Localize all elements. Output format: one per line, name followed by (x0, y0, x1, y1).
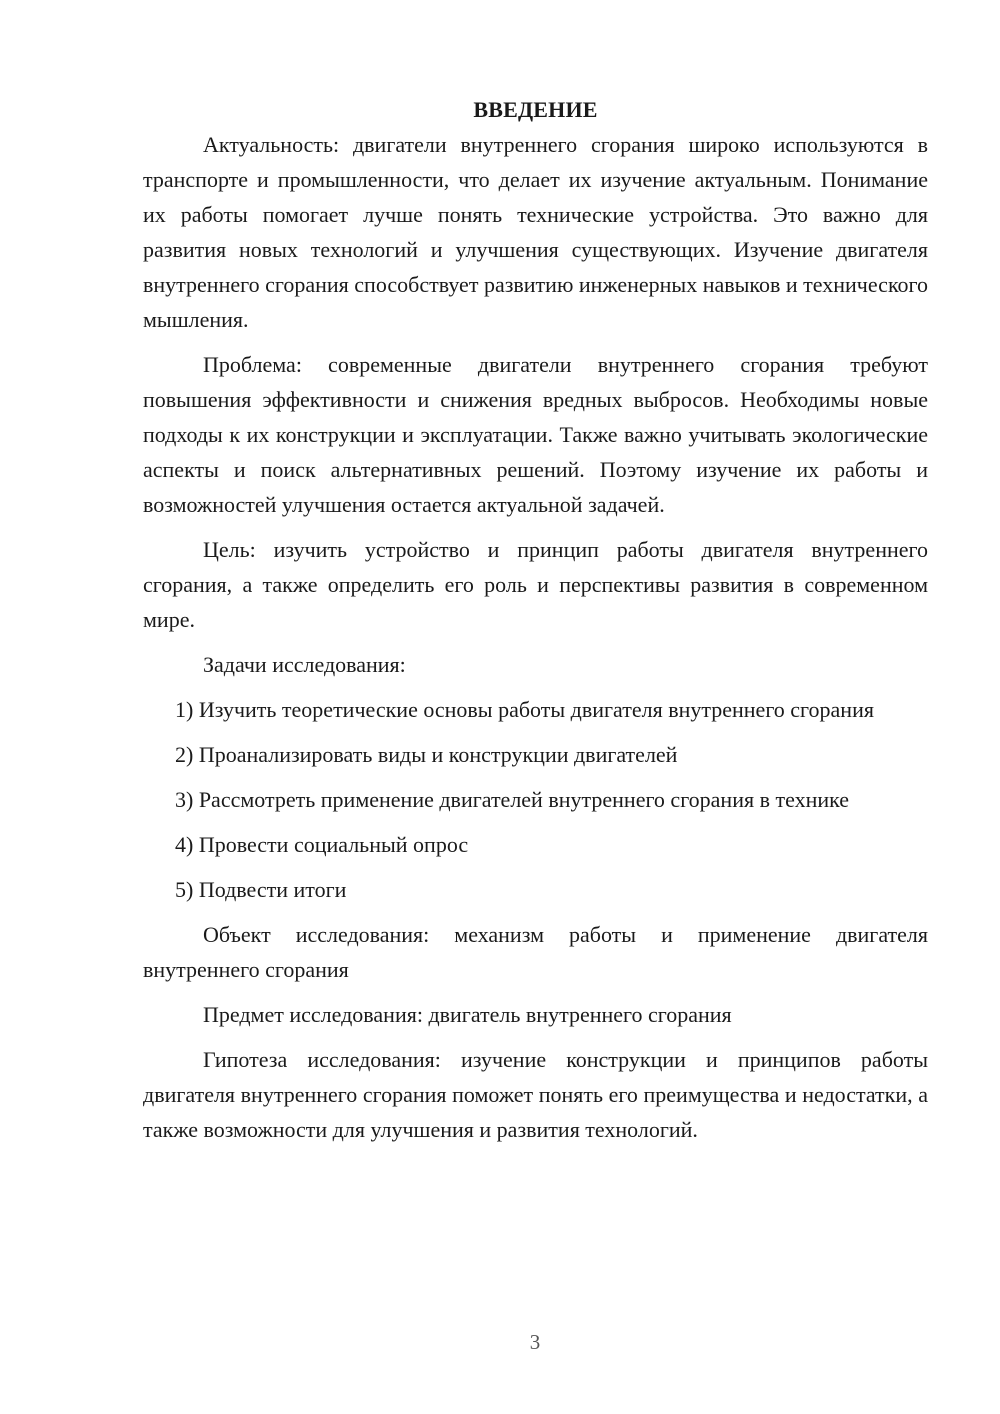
paragraph-relevance: Актуальность: двигатели внутреннего сгорания широко используются в транспорте и промышленности, что делает их изучение актуальным. Понимание их работы помогает лучше понять технические устройства. Это важно для развития новых технологий и улучшения существующих. Изучение двигателя внутреннего сгорания способствует развитию инженерных навыков и технического мышления. (143, 132, 928, 332)
paragraph-problem: Проблема: современные двигатели внутреннего сгорания требуют повышения эффективности и снижения вредных выбросов. Необходимы новые подходы к их конструкции и эксплуатации. Также важно учитывать экологические аспекты и поиск альтернативных решений. Поэтому изучение их работы и возможностей улучшения остается актуальной задачей. (143, 352, 928, 517)
paragraph-subject: Предмет исследования: двигатель внутреннего сгорания (203, 1002, 732, 1027)
page-content (143, 92, 928, 1157)
page-number: 3 (529, 1330, 541, 1354)
task-item: 3) Рассмотреть применение двигателей внутреннего сгорания в технике (175, 787, 850, 812)
paragraph-goal: Цель: изучить устройство и принцип работы двигателя внутреннего сгорания, а также определить его роль и перспективы развития в современном мире. (143, 537, 928, 632)
task-item: 1) Изучить теоретические основы работы двигателя внутреннего сгорания (175, 697, 874, 722)
paragraph-hypothesis: Гипотеза исследования: изучение конструкции и принципов работы двигателя внутреннего сгорания поможет понять его преимущества и недостатки, а также возможности для улучшения и развития технологий. (143, 1047, 928, 1142)
task-item: 2) Проанализировать виды и конструкции двигателей (175, 742, 678, 767)
section-title: ВВЕДЕНИЕ (473, 97, 598, 122)
paragraph-tasks-heading: Задачи исследования: (203, 652, 406, 677)
task-item: 4) Провести социальный опрос (175, 832, 469, 857)
paragraph-object: Объект исследования: механизм работы и применение двигателя внутреннего сгорания (143, 922, 928, 982)
task-item: 5) Подвести итоги (175, 877, 347, 902)
